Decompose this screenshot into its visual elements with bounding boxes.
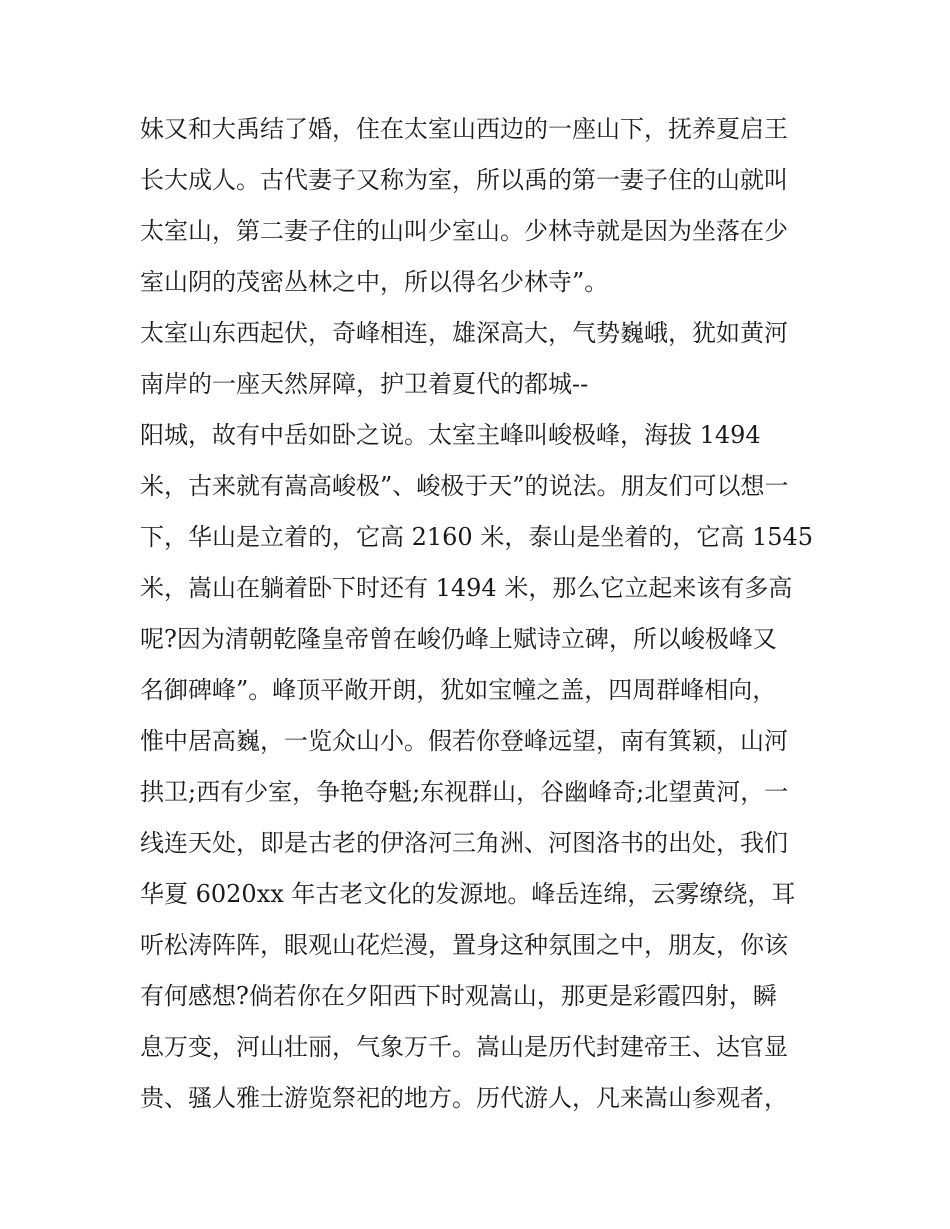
text-line: 南岸的一座天然屏障，护卫着夏代的都城-- <box>140 370 589 398</box>
body-text <box>140 104 820 1124</box>
text-line: 米，古来就有嵩高峻极”、峻极于天”的说法。朋友们可以想一 <box>140 472 789 500</box>
text-line: 米，嵩山在躺着卧下时还有 1494 米，那么它立起来该有多高 <box>140 574 793 602</box>
text-line: 长大成人。古代妻子又称为室，所以禹的第一妻子住的山就叫 <box>140 166 788 194</box>
text-line: 阳城，故有中岳如卧之说。太室主峰叫峻极峰，海拔 1494 <box>140 421 761 449</box>
text-line: 室山阴的茂密丛林之中，所以得名少林寺”。 <box>140 268 609 296</box>
text-line: 名御碑峰”。峰顶平敞开朗，犹如宝幢之盖，四周群峰相向， <box>140 676 777 704</box>
text-line: 息万变，河山壮丽，气象万千。嵩山是历代封建帝王、达官显 <box>140 1033 788 1061</box>
text-line: 线连天处，即是古老的伊洛河三角洲、河图洛书的出处，我们 <box>140 829 788 857</box>
text-line: 惟中居高巍，一览众山小。假若你登峰远望，南有箕颖，山河 <box>140 727 788 755</box>
text-line: 太室山东西起伏，奇峰相连，雄深高大，气势巍峨，犹如黄河 <box>140 319 788 347</box>
text-line: 妹又和大禹结了婚，住在太室山西边的一座山下，抚养夏启王 <box>140 115 788 143</box>
text-line: 有何感想?倘若你在夕阳西下时观嵩山，那更是彩霞四射，瞬 <box>140 982 777 1010</box>
text-line: 下，华山是立着的，它高 2160 米，泰山是坐着的，它高 1545 <box>140 523 814 551</box>
text-line: 听松涛阵阵，眼观山花烂漫，置身这种氛围之中，朋友，你该 <box>140 931 788 959</box>
text-line: 太室山，第二妻子住的山叫少室山。少林寺就是因为坐落在少 <box>140 217 788 245</box>
text-line: 贵、骚人雅士游览祭祀的地方。历代游人，凡来嵩山参观者， <box>140 1084 788 1112</box>
text-line: 呢?因为清朝乾隆皇帝曾在峻仍峰上赋诗立碑，所以峻极峰又 <box>140 625 777 653</box>
text-line: 华夏 6020xx 年古老文化的发源地。峰岳连绵，云雾缭绕，耳 <box>140 880 796 908</box>
text-line: 拱卫;西有少室，争艳夺魁;东视群山，谷幽峰奇;北望黄河，一 <box>140 778 789 806</box>
